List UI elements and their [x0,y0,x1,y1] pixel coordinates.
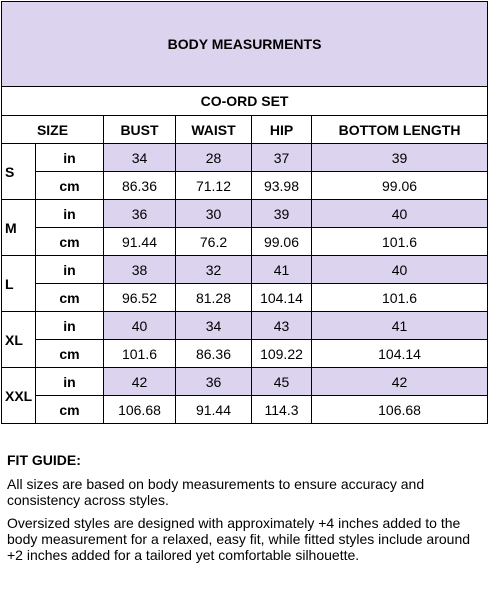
subtitle-row [2,87,488,116]
waist-value: 81.28 [176,284,252,312]
table-row [2,256,488,284]
waist-value: 30 [176,200,252,228]
bust-value: 96.52 [104,284,176,312]
column-header-waist: WAIST [176,116,252,144]
waist-value: 86.36 [176,340,252,368]
bottom-length-value: 40 [312,200,488,228]
unit-label: cm [36,172,104,200]
unit-label: in [36,256,104,284]
bust-value: 86.36 [104,172,176,200]
fit-guide [7,452,483,570]
size-chart-table [1,1,488,424]
waist-value: 28 [176,144,252,172]
unit-label: cm [36,396,104,424]
hip-value: 104.14 [252,284,312,312]
waist-value: 71.12 [176,172,252,200]
unit-label: in [36,312,104,340]
column-header-bottom-length: BOTTOM LENGTH [312,116,488,144]
waist-value: 34 [176,312,252,340]
unit-label: in [36,144,104,172]
bottom-length-value: 39 [312,144,488,172]
bottom-length-value: 41 [312,312,488,340]
table-row [2,368,488,396]
bust-value: 91.44 [104,228,176,256]
waist-value: 36 [176,368,252,396]
bottom-length-value: 99.06 [312,172,488,200]
unit-label: cm [36,228,104,256]
hip-value: 39 [252,200,312,228]
unit-label: cm [36,284,104,312]
column-header-size: SIZE [2,116,104,144]
hip-value: 43 [252,312,312,340]
hip-value: 114.3 [252,396,312,424]
size-label: XL [2,312,36,368]
bust-value: 42 [104,368,176,396]
table-row [2,312,488,340]
size-label: M [2,200,36,256]
column-header-row [2,116,488,144]
size-label: XXL [2,368,36,424]
hip-value: 109.22 [252,340,312,368]
hip-value: 45 [252,368,312,396]
bottom-length-value: 101.6 [312,228,488,256]
table-row [2,396,488,424]
size-label: L [2,256,36,312]
waist-value: 91.44 [176,396,252,424]
chart-title: BODY MEASURMENTS [2,2,488,87]
chart-subtitle: CO-ORD SET [2,87,488,116]
bottom-length-value: 104.14 [312,340,488,368]
bottom-length-value: 42 [312,368,488,396]
bust-value: 101.6 [104,340,176,368]
table-row [2,144,488,172]
unit-label: in [36,200,104,228]
column-header-bust: BUST [104,116,176,144]
table-row [2,228,488,256]
hip-value: 37 [252,144,312,172]
bust-value: 36 [104,200,176,228]
fit-guide-paragraph: Oversized styles are designed with approximately +4 inches added to the body measurement for a relaxed, easy fit, while fitted styles include around +2 inches added for a tailored yet comfortable silhouette. [7,515,471,563]
bust-value: 34 [104,144,176,172]
waist-value: 32 [176,256,252,284]
table-row [2,200,488,228]
hip-value: 93.98 [252,172,312,200]
bust-value: 40 [104,312,176,340]
waist-value: 76.2 [176,228,252,256]
hip-value: 99.06 [252,228,312,256]
bottom-length-value: 40 [312,256,488,284]
title-row [2,2,488,87]
bottom-length-value: 101.6 [312,284,488,312]
column-header-hip: HIP [252,116,312,144]
bust-value: 38 [104,256,176,284]
fit-guide-title: FIT GUIDE: [7,452,81,468]
unit-label: in [36,368,104,396]
table-row [2,172,488,200]
size-label: S [2,144,36,200]
hip-value: 41 [252,256,312,284]
table-row [2,284,488,312]
table-row [2,340,488,368]
fit-guide-paragraph: All sizes are based on body measurements to ensure accuracy and consistency across styles. [7,476,425,508]
bust-value: 106.68 [104,396,176,424]
unit-label: cm [36,340,104,368]
bottom-length-value: 106.68 [312,396,488,424]
